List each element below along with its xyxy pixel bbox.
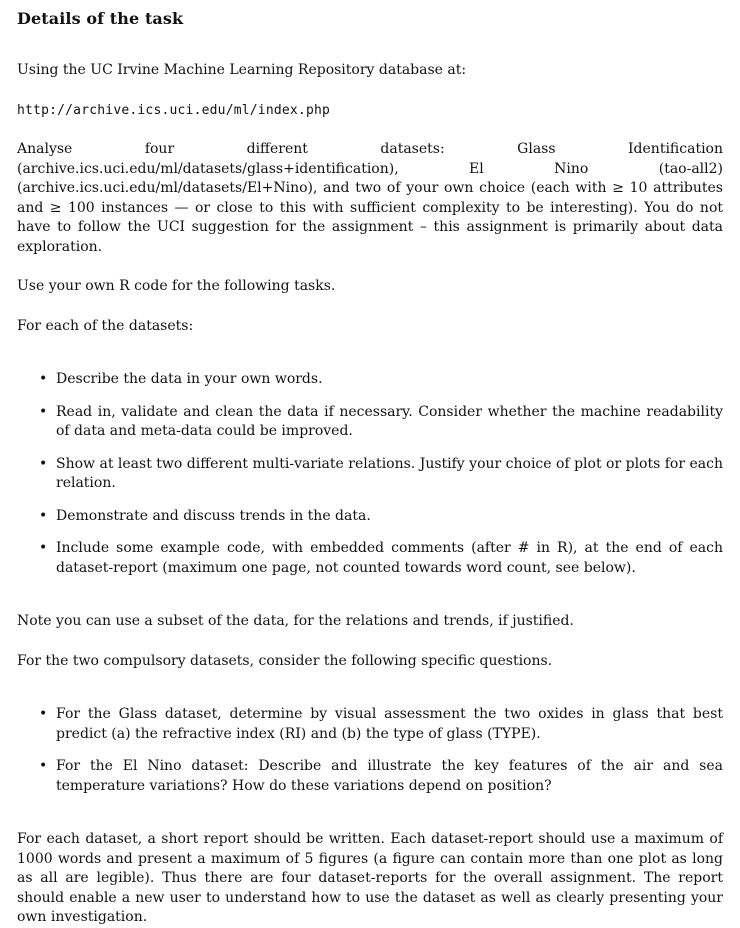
compulsory-paragraph: For the two compulsory datasets, consider the following specific questions. xyxy=(17,652,553,669)
task-item xyxy=(17,507,723,527)
bullet-icon: • xyxy=(39,455,48,472)
question-list xyxy=(17,705,740,796)
question-text: For the Glass dataset, determine by visual assessment the two oxides in glass that best predict (a) the refractive index (RI) and (b) the type of glass (TYPE). xyxy=(56,706,723,742)
question-item xyxy=(17,705,723,744)
task-text: Demonstrate and discuss trends in the data. xyxy=(56,507,371,524)
task-text: Show at least two different multi-variate relations. Justify your choice of plot or plots for each relation. xyxy=(56,455,723,491)
task-text: Include some example code, with embedded comments (after # in R), at the end of each dataset-report (maximum one page, not counted towards word count, see below). xyxy=(56,540,723,576)
intro-paragraph: Using the UC Irvine Machine Learning Repository database at: xyxy=(17,62,467,78)
own-code-paragraph: Use your own R code for the following tasks. xyxy=(17,278,336,294)
page-title: Details of the task xyxy=(17,9,184,28)
task-item xyxy=(17,403,723,442)
bullet-icon: • xyxy=(39,507,48,524)
repository-url: http://archive.ics.uci.edu/ml/index.php xyxy=(17,102,331,118)
bullet-icon: • xyxy=(39,403,48,420)
bullet-icon: • xyxy=(39,758,48,774)
bullet-icon: • xyxy=(39,540,48,556)
question-item xyxy=(17,757,723,796)
task-list xyxy=(17,370,740,578)
subset-note-paragraph: Note you can use a subset of the data, for the relations and trends, if justified. xyxy=(17,613,574,629)
task-item xyxy=(17,370,723,390)
bullet-icon: • xyxy=(39,371,48,387)
report-paragraph: For each dataset, a short report should be written. Each dataset-report should use a maximum of 1000 words and present a maximum of 5 figures (a figure can contain more than one plot as long as all are legible). Thus there are four dataset-reports for the overall assignment. The report should enable a new user to understand how to use the dataset as well as clearly presenting your own investigation. xyxy=(17,831,723,925)
analyse-paragraph: Analyse four different datasets: Glass Identification (archive.ics.uci.edu/ml/datasets/glass+identification), El Nino (tao-all2) (archive.ics.uci.edu/ml/datasets/El+Nino), and two of your own choice (each with ≥ 10 attributes and ≥ 100 instances — or close to this with sufficient complexity to be interesting). You do not have to follow the UCI suggestion for the assignment – this assignment is primarily about data exploration. xyxy=(17,141,723,255)
task-text: Describe the data in your own words. xyxy=(56,371,323,387)
task-item xyxy=(17,539,723,578)
task-item xyxy=(17,455,723,494)
task-text: Read in, validate and clean the data if necessary. Consider whether the machine readability of data and meta-data could be improved. xyxy=(56,403,723,439)
for-each-paragraph: For each of the datasets: xyxy=(17,317,194,334)
question-text: For the El Nino dataset: Describe and illustrate the key features of the air and sea temperature variations? How do these variations depend on position? xyxy=(56,758,723,794)
bullet-icon: • xyxy=(39,706,48,722)
